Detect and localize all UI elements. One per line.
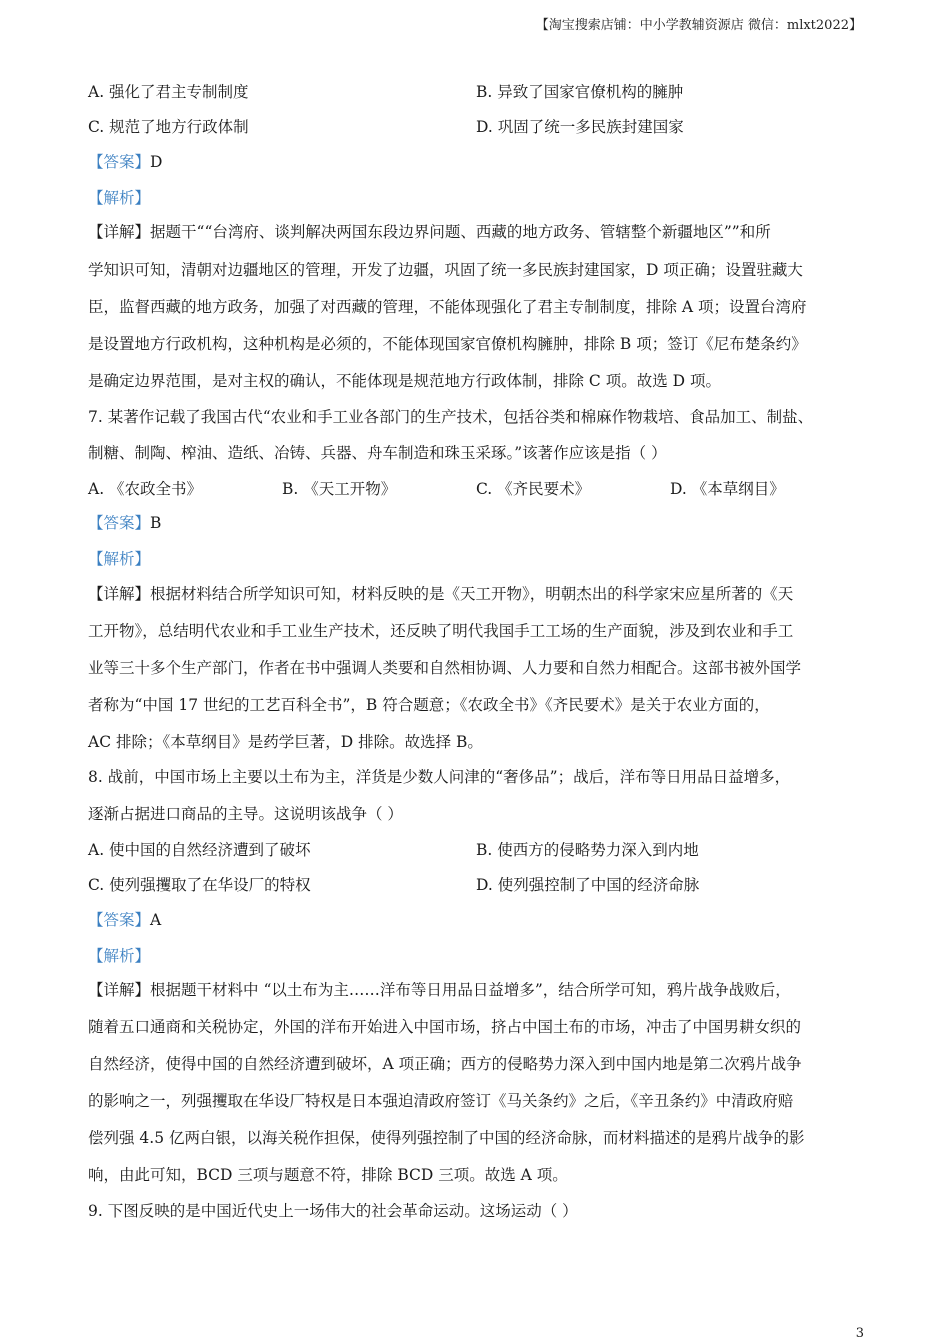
q8-detail-line-4: 的影响之一，列强攫取在华设厂特权是日本强迫清政府签订《马关条约》之后，《辛丑条约》中清政府赔 [88,1092,794,1110]
q7-detail-line-1 [88,584,793,604]
detail-tag: 【详解】 [88,981,151,999]
answer-value: A [150,911,162,929]
q7-detail-line-2: 工开物》，总结明代农业和手工业生产技术，还反映了明代我国手工工场的生产面貌，涉及到农业和手工 [88,622,794,640]
q6-detail-line-5: 是确定边界范围，是对主权的确认，不能体现是规范地方行政体制，排除 C 项。故选 D 项。 [88,372,721,390]
q8-detail-line-3: 自然经济，使得中国的自然经济遭到破坏，A 项正确；西方的侵略势力深入到中国内地是第二次鸦片战争 [88,1055,802,1073]
q6-detail-line-2: 学知识可知，清朝对边疆地区的管理，开发了边疆，巩固了统一多民族封建国家，D 项正确；设置驻藏大 [88,261,803,279]
q7-detail-line-4: 者称为“中国 17 世纪的工艺百科全书”，B 符合题意；《农政全书》《齐民要术》是关于农业方面的， [88,696,770,714]
q8-option-a: A. 使中国的自然经济遭到了破坏 [88,841,311,859]
q8-detail-line-5: 偿列强 4.5 亿两白银，以海关税作担保，使得列强控制了中国的经济命脉，而材料描述的是鸦片战争的影 [88,1129,805,1147]
q8-detail-line-6: 响，由此可知，BCD 三项与题意不符，排除 BCD 三项。故选 A 项。 [88,1166,568,1184]
q7-option-b: B. 《天工开物》 [282,480,397,498]
q7-stem-line-2: 制糖、制陶、榨油、造纸、冶铸、兵器、舟车制造和珠玉采琢。”该著作应该是指（ ） [88,444,667,462]
q8-stem-line-1: 8. 战前，中国市场上主要以土布为主，洋货是少数人问津的“奢侈品”；战后，洋布等日用品日益增多， [88,768,791,786]
q7-answer [88,513,161,533]
detail-tag: 【详解】 [88,585,151,603]
q6-option-d: D. 巩固了统一多民族封建国家 [476,118,684,136]
answer-tag: 【答案】 [88,514,151,532]
q6-option-c: C. 规范了地方行政体制 [88,118,249,136]
detail-text: 据题干““台湾府、谈判解决两国东段边界问题、西藏的地方政务、管辖整个新疆地区””和所 [150,223,771,241]
q8-stem-line-2: 逐渐占据进口商品的主导。这说明该战争（ ） [88,805,403,823]
q7-option-c: C. 《齐民要术》 [476,480,591,498]
answer-tag: 【答案】 [88,153,151,171]
q8-detail-line-2: 随着五口通商和关税协定，外国的洋布开始进入中国市场，挤占中国土布的市场，冲击了中国男耕女织的 [88,1018,802,1036]
q6-option-b: B. 异致了国家官僚机构的臃肿 [476,83,684,101]
q6-option-a: A. 强化了君主专制制度 [88,83,249,101]
q7-stem-line-1: 7. 某著作记载了我国古代“农业和手工业各部门的生产技术，包括谷类和棉麻作物栽培、食品加工、制盐、 [88,408,814,426]
q7-detail-line-5: AC 排除；《本草纲目》是药学巨著，D 排除。故选择 B。 [88,733,483,751]
page-header: 【淘宝搜索店铺：中小学教辅资源店 微信：mlxt2022】 [535,18,862,33]
q6-detail-line-1 [88,222,771,242]
answer-tag: 【答案】 [88,911,151,929]
detail-tag: 【详解】 [88,223,151,241]
answer-value: D [150,153,163,171]
q8-option-d: D. 使列强控制了中国的经济命脉 [476,876,700,894]
detail-text: 根据材料结合所学知识可知，材料反映的是《天工开物》，明朝杰出的科学家宋应星所著的《天 [150,585,794,603]
q6-detail-line-3: 臣，监督西藏的地方政务，加强了对西藏的管理，不能体现强化了君主专制制度，排除 A 项；设置台湾府 [88,298,807,316]
answer-value: B [150,514,162,532]
q8-detail-line-1 [88,980,791,1000]
q8-answer [88,910,161,930]
q8-analysis-tag: 【解析】 [88,947,151,965]
q7-detail-line-3: 业等三十多个生产部门，作者在书中强调人类要和自然相协调、人力要和自然力相配合。这部书被外国学 [88,659,802,677]
q7-option-a: A. 《农政全书》 [88,480,203,498]
q6-detail-line-4: 是设置地方行政机构，这种机构是必须的，不能体现国家官僚机构臃肿，排除 B 项；签订《尼布楚条约》 [88,335,807,353]
q7-option-d: D. 《本草纲目》 [670,480,785,498]
q8-option-c: C. 使列强攫取了在华设厂的特权 [88,876,311,894]
q9-stem: 9. 下图反映的是中国近代史上一场伟大的社会革命运动。这场运动（ ） [88,1202,578,1220]
page-number: 3 [855,1326,864,1341]
detail-text: 根据题干材料中 “以土布为主……洋布等日用品日益增多”，结合所学可知，鸦片战争战败后， [150,981,791,999]
q6-analysis-tag: 【解析】 [88,189,151,207]
q7-analysis-tag: 【解析】 [88,550,151,568]
q6-answer [88,152,162,172]
q8-option-b: B. 使西方的侵略势力深入到内地 [476,841,699,859]
